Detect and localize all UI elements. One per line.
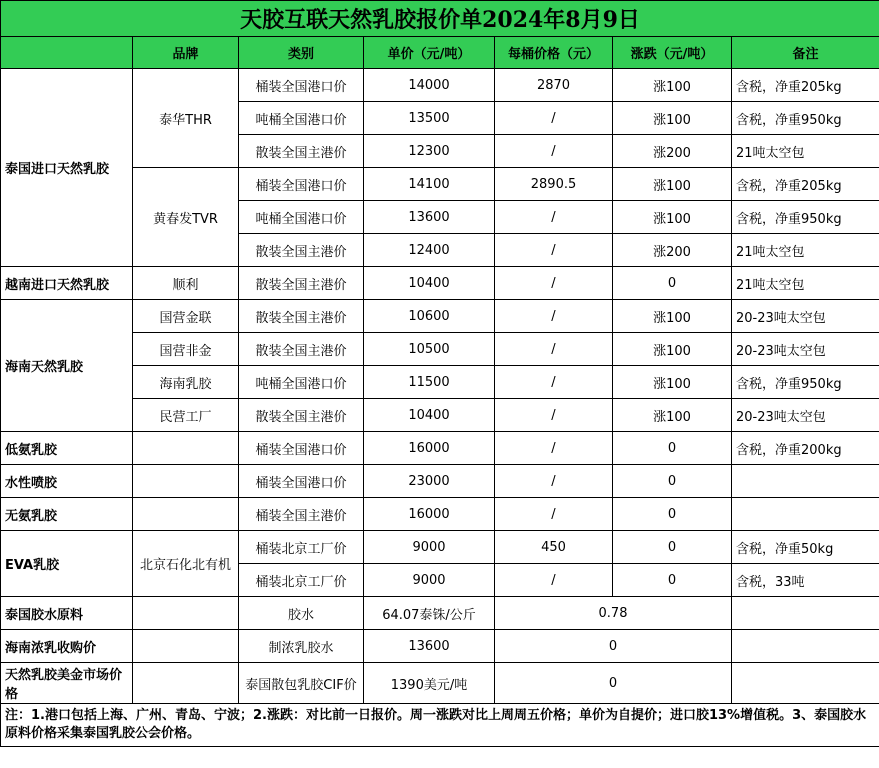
footnote: 注：1.港口包括上海、广州、青岛、宁波；2.涨跌：对比前一日报价。周一涨跌对比上周周五价格；单价为自提价；进口胶13%增值税。3、泰国胶水原料价格采集泰国乳胶公会价格。: [1, 704, 879, 747]
change-cell: 0: [613, 267, 732, 300]
brand-label: [133, 597, 239, 630]
brand-label: [133, 663, 239, 704]
remark-cell: 21吨太空包: [732, 234, 879, 267]
brand-label: 民营工厂: [133, 399, 239, 432]
unit-price-cell: 10400: [364, 399, 495, 432]
change-cell: 0: [613, 432, 732, 465]
change-cell: 0.78: [495, 597, 732, 630]
table-row: [1, 333, 879, 366]
remark-cell: [732, 597, 879, 630]
table-row: [1, 366, 879, 399]
table-row: [1, 432, 879, 465]
category-cell: 散装全国主港价: [239, 300, 364, 333]
category-cell: 散装全国主港价: [239, 234, 364, 267]
brand-label: 顺利: [133, 267, 239, 300]
group-label: 海南天然乳胶: [1, 300, 133, 432]
category-cell: 散装全国主港价: [239, 333, 364, 366]
group-label: 越南进口天然乳胶: [1, 267, 133, 300]
remark-cell: [732, 630, 879, 663]
table-row: [1, 168, 879, 201]
table-row: [1, 300, 879, 333]
group-label: 泰国进口天然乳胶: [1, 69, 133, 267]
barrel-price-cell: /: [495, 399, 613, 432]
remark-cell: 20-23吨太空包: [732, 399, 879, 432]
unit-price-cell: 13600: [364, 201, 495, 234]
unit-price-cell: 23000: [364, 465, 495, 498]
barrel-price-cell: 450: [495, 531, 613, 564]
remark-cell: [732, 498, 879, 531]
category-cell: 胶水: [239, 597, 364, 630]
barrel-price-cell: /: [495, 234, 613, 267]
barrel-price-cell: /: [495, 267, 613, 300]
unit-price-cell: 64.07泰铢/公斤: [364, 597, 495, 630]
barrel-price-cell: /: [495, 300, 613, 333]
header-unit-price: 单价（元/吨）: [364, 37, 495, 69]
change-cell: 涨100: [613, 168, 732, 201]
table-row: [1, 630, 879, 663]
remark-cell: [732, 663, 879, 704]
category-cell: 桶装全国主港价: [239, 498, 364, 531]
barrel-price-cell: /: [495, 366, 613, 399]
unit-price-cell: 14100: [364, 168, 495, 201]
category-cell: 散装全国主港价: [239, 267, 364, 300]
category-cell: 桶装北京工厂价: [239, 531, 364, 564]
barrel-price-cell: /: [495, 465, 613, 498]
header-row: [1, 37, 879, 69]
table-row: [1, 69, 879, 102]
barrel-price-cell: /: [495, 135, 613, 168]
barrel-price-cell: /: [495, 432, 613, 465]
group-label: 低氨乳胶: [1, 432, 133, 465]
brand-label: [133, 432, 239, 465]
unit-price-cell: 1390美元/吨: [364, 663, 495, 704]
category-cell: 泰国散包乳胶CIF价: [239, 663, 364, 704]
change-cell: 涨100: [613, 300, 732, 333]
brand-label: [133, 630, 239, 663]
change-cell: 0: [495, 663, 732, 704]
unit-price-cell: 16000: [364, 498, 495, 531]
table-row: [1, 267, 879, 300]
unit-price-cell: 12400: [364, 234, 495, 267]
barrel-price-cell: /: [495, 333, 613, 366]
group-label: 无氨乳胶: [1, 498, 133, 531]
category-cell: 吨桶全国港口价: [239, 366, 364, 399]
change-cell: 涨100: [613, 102, 732, 135]
category-cell: 桶装全国港口价: [239, 465, 364, 498]
header-group: [1, 37, 133, 69]
header-category: 类别: [239, 37, 364, 69]
brand-label: 黄春发TVR: [133, 168, 239, 267]
category-cell: 桶装全国港口价: [239, 69, 364, 102]
change-cell: 0: [495, 630, 732, 663]
brand-label: 泰华THR: [133, 69, 239, 168]
unit-price-cell: 9000: [364, 531, 495, 564]
unit-price-cell: 9000: [364, 564, 495, 597]
unit-price-cell: 13600: [364, 630, 495, 663]
remark-cell: 20-23吨太空包: [732, 333, 879, 366]
category-cell: 吨桶全国港口价: [239, 201, 364, 234]
change-cell: 涨100: [613, 366, 732, 399]
remark-cell: 含税，净重950kg: [732, 366, 879, 399]
header-remark: 备注: [732, 37, 879, 69]
brand-label: 海南乳胶: [133, 366, 239, 399]
brand-label: 北京石化北有机: [133, 531, 239, 597]
unit-price-cell: 10500: [364, 333, 495, 366]
category-cell: 散装全国主港价: [239, 135, 364, 168]
barrel-price-cell: 2890.5: [495, 168, 613, 201]
remark-cell: 21吨太空包: [732, 135, 879, 168]
table-row: [1, 399, 879, 432]
category-cell: 散装全国主港价: [239, 399, 364, 432]
remark-cell: 含税，净重200kg: [732, 432, 879, 465]
remark-cell: 20-23吨太空包: [732, 300, 879, 333]
change-cell: 0: [613, 498, 732, 531]
category-cell: 桶装全国港口价: [239, 168, 364, 201]
header-brand: 品牌: [133, 37, 239, 69]
remark-cell: 含税，净重950kg: [732, 102, 879, 135]
barrel-price-cell: /: [495, 201, 613, 234]
unit-price-cell: 10600: [364, 300, 495, 333]
remark-cell: 含税，净重50kg: [732, 531, 879, 564]
remark-cell: 含税，33吨: [732, 564, 879, 597]
barrel-price-cell: 2870: [495, 69, 613, 102]
remark-cell: 21吨太空包: [732, 267, 879, 300]
change-cell: 0: [613, 564, 732, 597]
group-label: EVA乳胶: [1, 531, 133, 597]
barrel-price-cell: /: [495, 102, 613, 135]
category-cell: 制浓乳胶水: [239, 630, 364, 663]
group-label: 水性喷胶: [1, 465, 133, 498]
unit-price-cell: 14000: [364, 69, 495, 102]
remark-cell: [732, 465, 879, 498]
table-row: [1, 531, 879, 564]
brand-label: 国营非金: [133, 333, 239, 366]
category-cell: 吨桶全国港口价: [239, 102, 364, 135]
change-cell: 涨100: [613, 333, 732, 366]
table-row: [1, 663, 879, 704]
change-cell: 涨200: [613, 234, 732, 267]
unit-price-cell: 13500: [364, 102, 495, 135]
unit-price-cell: 10400: [364, 267, 495, 300]
unit-price-cell: 11500: [364, 366, 495, 399]
header-barrel-price: 每桶价格（元）: [495, 37, 613, 69]
unit-price-cell: 16000: [364, 432, 495, 465]
group-label: 泰国胶水原料: [1, 597, 133, 630]
brand-label: 国营金联: [133, 300, 239, 333]
remark-cell: 含税，净重950kg: [732, 201, 879, 234]
unit-price-cell: 12300: [364, 135, 495, 168]
change-cell: 涨100: [613, 399, 732, 432]
change-cell: 0: [613, 531, 732, 564]
category-cell: 桶装全国港口价: [239, 432, 364, 465]
table-row: [1, 498, 879, 531]
change-cell: 涨100: [613, 201, 732, 234]
brand-label: [133, 465, 239, 498]
change-cell: 0: [613, 465, 732, 498]
barrel-price-cell: /: [495, 498, 613, 531]
group-label: 天然乳胶美金市场价格: [1, 663, 133, 704]
barrel-price-cell: /: [495, 564, 613, 597]
brand-label: [133, 498, 239, 531]
category-cell: 桶装北京工厂价: [239, 564, 364, 597]
sheet-title: 天胶互联天然乳胶报价单2024年8月9日: [1, 1, 879, 37]
change-cell: 涨200: [613, 135, 732, 168]
table-row: [1, 597, 879, 630]
remark-cell: 含税，净重205kg: [732, 69, 879, 102]
group-label: 海南浓乳收购价: [1, 630, 133, 663]
change-cell: 涨100: [613, 69, 732, 102]
remark-cell: 含税，净重205kg: [732, 168, 879, 201]
header-change: 涨跌（元/吨）: [613, 37, 732, 69]
table-row: [1, 465, 879, 498]
